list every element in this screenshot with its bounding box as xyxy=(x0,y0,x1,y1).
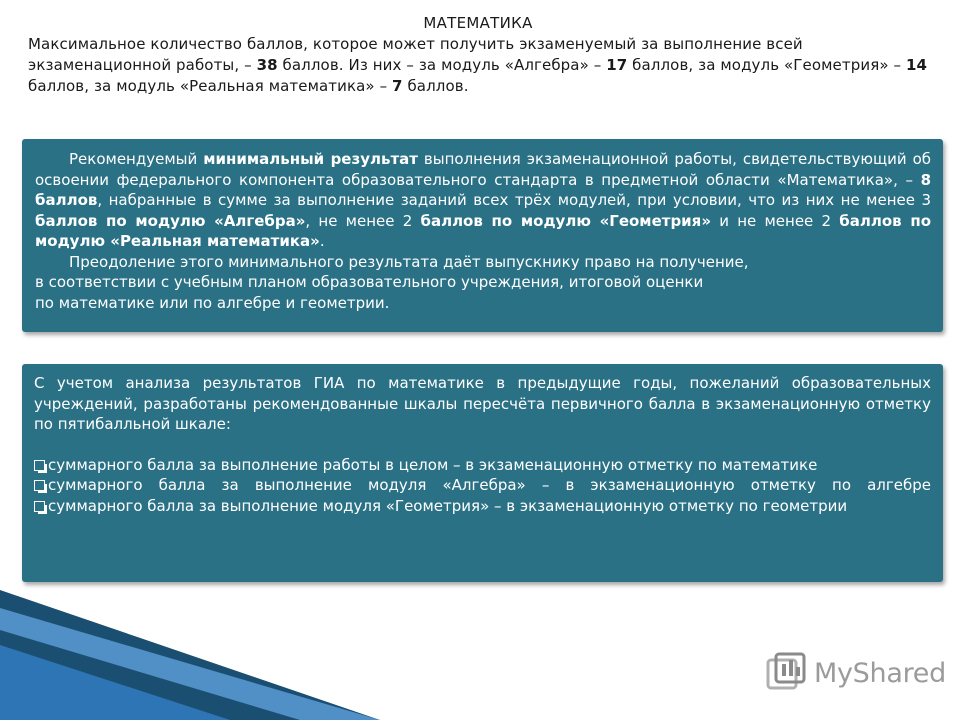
intro-paragraph xyxy=(28,34,928,97)
text: . xyxy=(319,232,325,250)
text: Рекомендуемый xyxy=(69,150,204,168)
intro-text: баллов, за модуль «Геометрия» – xyxy=(627,56,906,74)
text: и не менее 2 xyxy=(711,211,840,230)
checkbox-bullet-icon xyxy=(34,460,45,471)
real-math-score: 7 xyxy=(392,77,403,95)
list-item xyxy=(34,496,931,517)
slide-header xyxy=(28,14,928,97)
list-item xyxy=(34,475,931,496)
geometry-score: 14 xyxy=(905,56,928,74)
intro-text: баллов. xyxy=(402,77,469,95)
overcoming-line-3: по математике или по алгебре и геометрии. xyxy=(35,293,390,312)
geometry-condition: баллов по модулю «Геометрия» xyxy=(420,211,712,230)
scales-box xyxy=(22,364,943,582)
myshared-logo-text: MyShared xyxy=(814,657,946,689)
minimum-result-paragraph xyxy=(35,149,931,252)
max-score: 38 xyxy=(256,56,278,74)
text: выполнения экзаменационной работы, свидетельствующий об освоении федерального компонента образовательного стандарта в предметной области «Математика», – xyxy=(35,150,932,189)
minimum-result-box xyxy=(22,139,943,332)
corner-decoration xyxy=(0,590,380,720)
slide-title: МАТЕМАТИКА xyxy=(423,14,533,32)
real-math-condition: баллов по модулю «Реальная математика» xyxy=(35,211,931,250)
list-item-text: суммарного балла за выполнение работы в целом – в экзаменационную отметку по математике xyxy=(48,455,818,474)
intro-text: Максимальное количество баллов, которое может получить экзаменуемый за выполнение всей экзаменационной работы, – xyxy=(28,35,803,74)
spacer xyxy=(34,435,931,455)
list-item xyxy=(34,455,931,476)
myshared-logo-icon xyxy=(766,652,808,694)
overcoming-line-2: в соответствии с учебным планом образовательного учреждения, итоговой оценки xyxy=(35,273,704,291)
algebra-condition: баллов по модулю «Алгебра» xyxy=(35,211,306,230)
text: , набранные в сумме за выполнение заданий всех трёх модулей, при условии, что из них не менее 3 xyxy=(97,191,931,209)
minimum-result-term: минимальный результат xyxy=(203,150,418,168)
text: , не менее 2 xyxy=(305,211,421,230)
algebra-score: 17 xyxy=(606,56,628,74)
myshared-logo xyxy=(766,652,946,694)
intro-text: баллов, за модуль «Реальная математика» – xyxy=(28,77,393,95)
list-item-text: суммарного балла за выполнение модуля «Геометрия» – в экзаменационную отметку по геометрии xyxy=(48,496,848,515)
list-item-text: суммарного балла за выполнение модуля «Алгебра» – в экзаменационную отметку по алгебре xyxy=(48,476,931,494)
scales-intro: С учетом анализа результатов ГИА по математике в предыдущие годы, пожеланий образовательных учреждений, разработаны рекомендованные шкалы пересчёта первичного балла в экзаменационную отметку по пятибалльной шкале: xyxy=(34,374,931,433)
intro-text: баллов. Из них – за модуль «Алгебра» – xyxy=(277,56,607,74)
eight-points: 8 баллов xyxy=(35,170,931,209)
overcoming-line-1: Преодоление этого минимального результата даёт выпускнику право на получение, xyxy=(69,252,749,271)
checkbox-bullet-icon xyxy=(34,480,45,491)
checkbox-bullet-icon xyxy=(34,501,45,512)
